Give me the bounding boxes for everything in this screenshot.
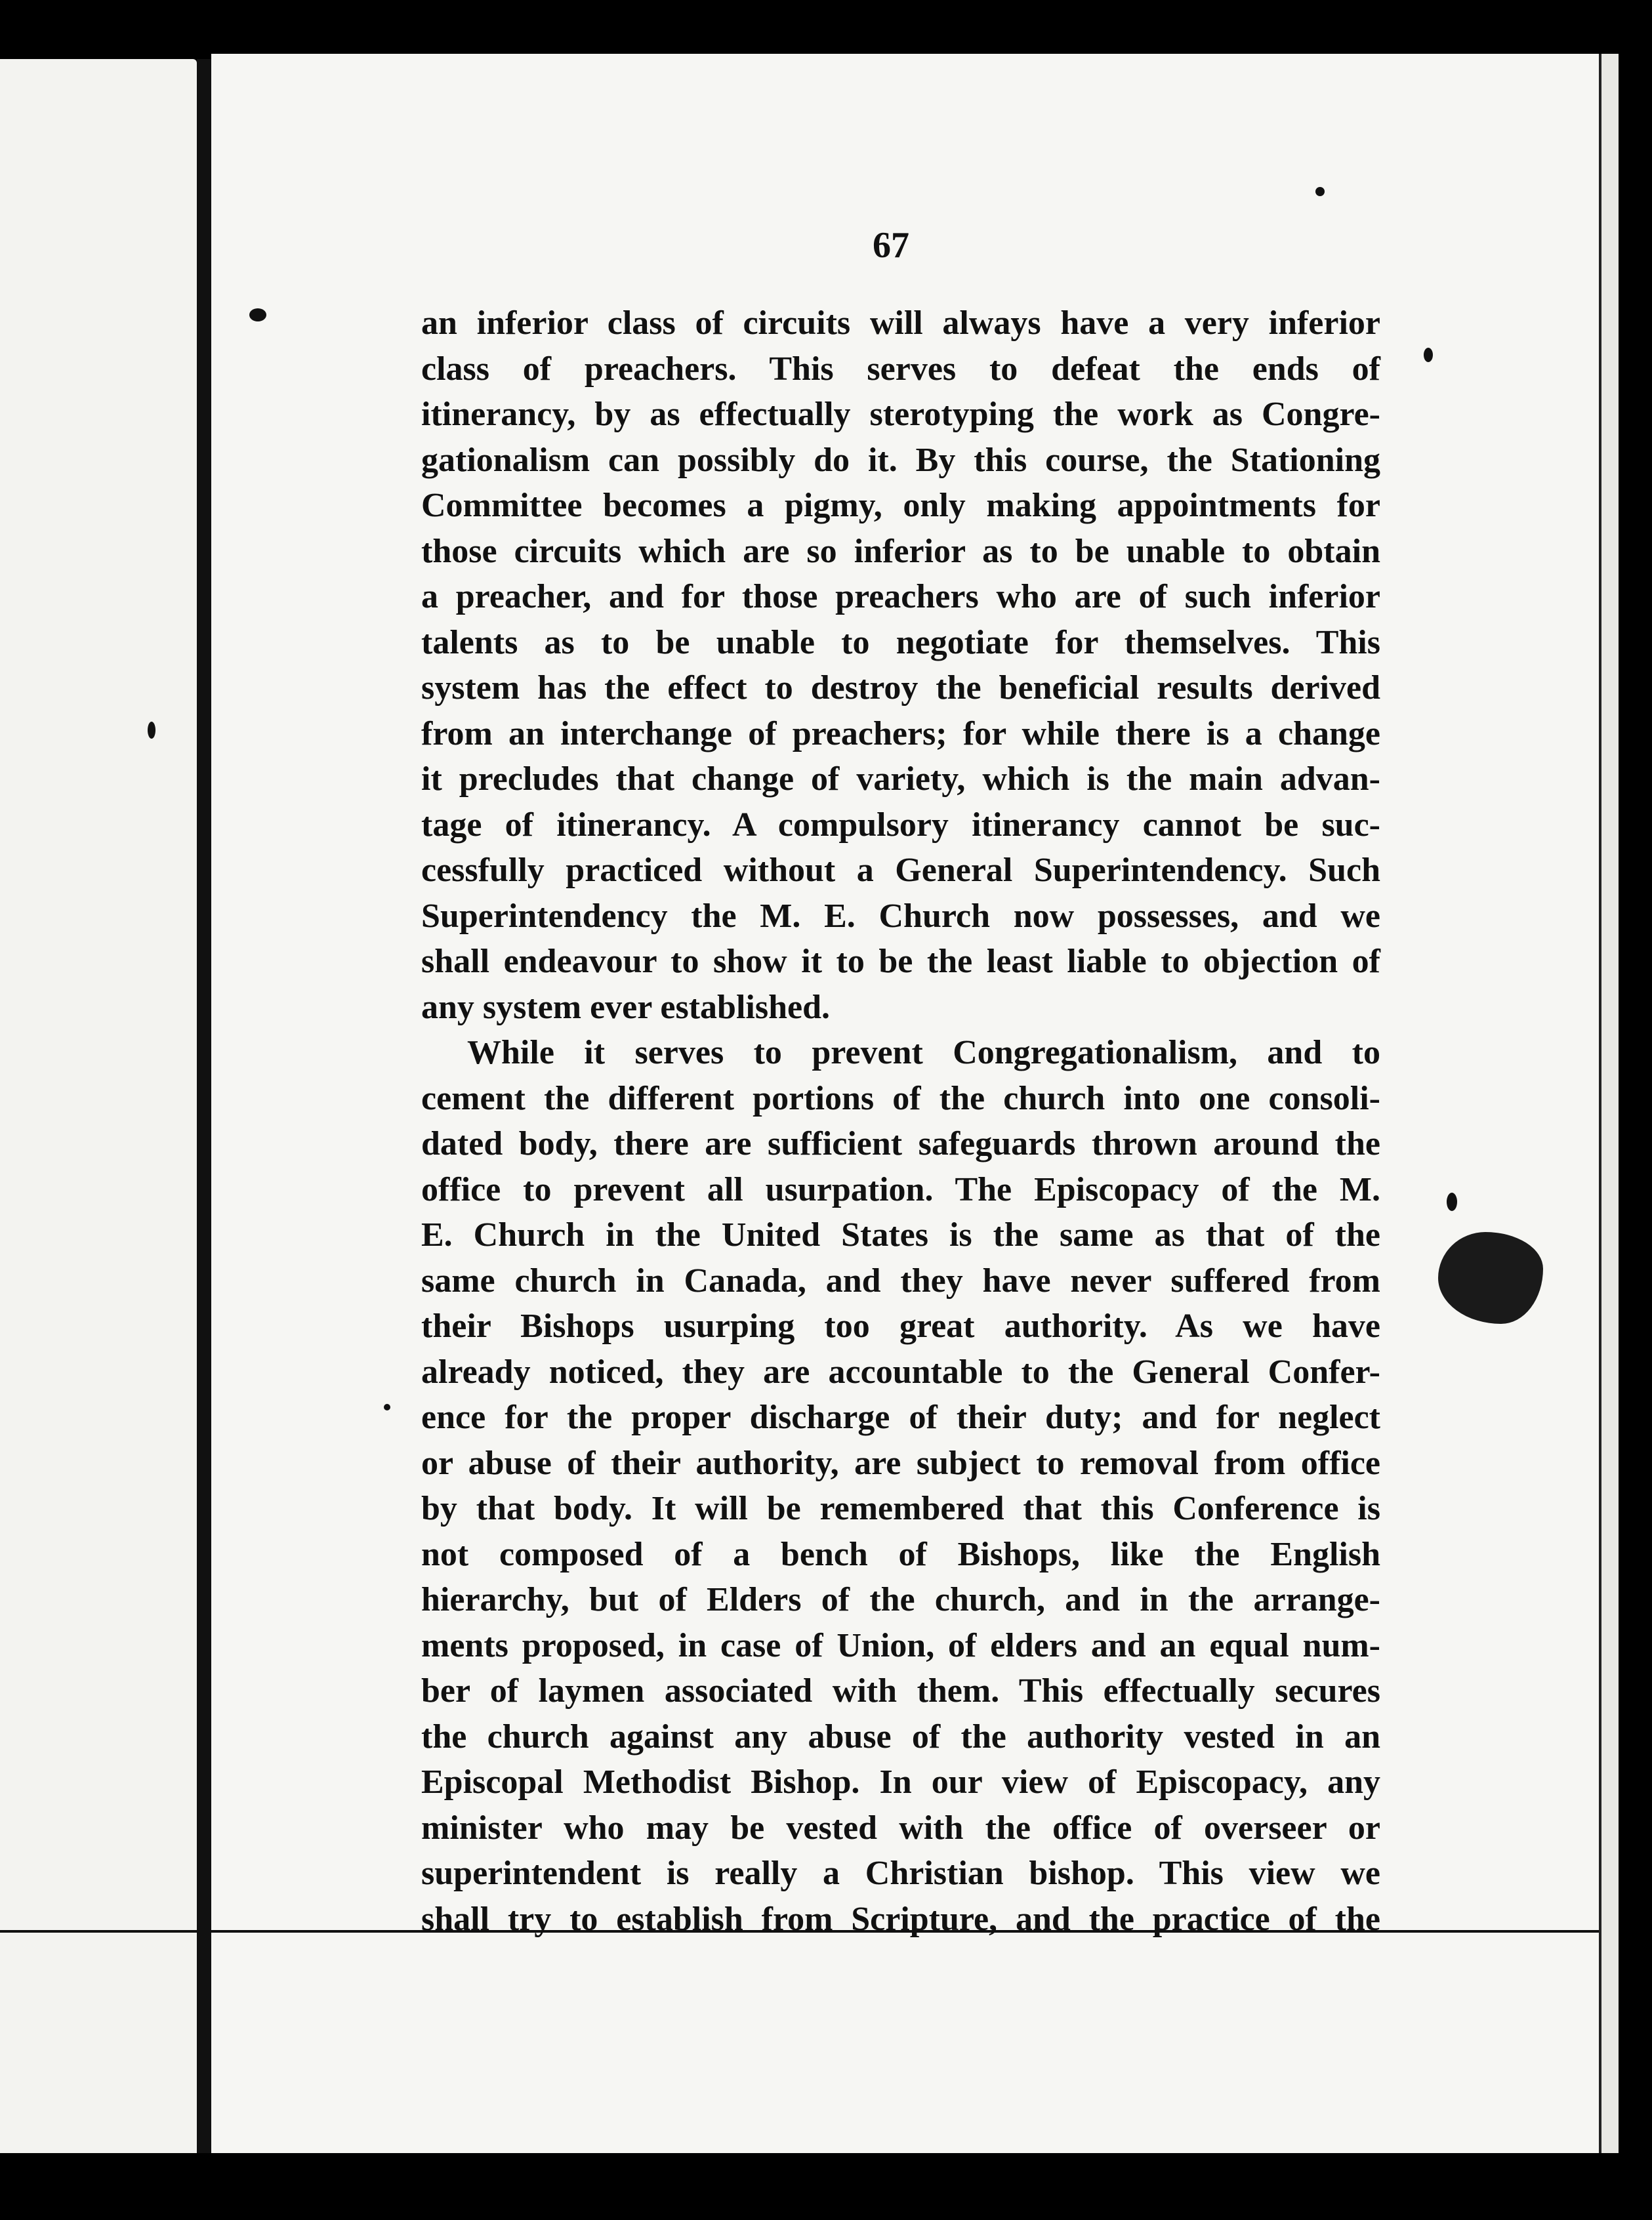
text-line: those circuits which are so inferior as to be unable to obtain (421, 532, 1380, 570)
text-line: by that body. It will be remembered that this Conference is (421, 1490, 1380, 1527)
ink-speck (1424, 348, 1433, 362)
text-line: dated body, there are sufficient safeguards thrown around the (421, 1125, 1380, 1162)
text-line: already noticed, they are accountable to the General Confer- (421, 1353, 1380, 1391)
text-line: gationalism can possibly do it. By this course, the Stationing (421, 441, 1380, 479)
text-line: itinerancy, by as effectually sterotyping the work as Congre- (421, 396, 1380, 433)
text-line: office to prevent all usurpation. The Episcopacy of the M. (421, 1170, 1380, 1208)
right-page-edge (1599, 54, 1621, 2153)
text-line: system has the effect to destroy the beneficial results derived (421, 669, 1380, 707)
text-line: E. Church in the United States is the same as that of the (421, 1216, 1380, 1254)
text-line: shall try to establish from Scripture, and the practice of the (421, 1900, 1380, 1938)
left-page-edge (0, 59, 197, 2155)
text-line: or abuse of their authority, are subject to removal from office (421, 1444, 1380, 1482)
page-gutter (197, 59, 211, 2155)
ink-speck (384, 1404, 390, 1410)
text-line: tage of itinerancy. A compulsory itinerancy cannot be suc- (421, 806, 1380, 844)
body-text (421, 300, 1380, 1942)
text-line: superintendent is really a Christian bishop. This view we (421, 1855, 1380, 1892)
text-line: a preacher, and for those preachers who are of such inferior (421, 578, 1380, 615)
text-line: Committee becomes a pigmy, only making appointments for (421, 487, 1380, 524)
text-line: the church against any abuse of the authority vested in an (421, 1717, 1380, 1756)
text-line: Episcopal Methodist Bishop. In our view of Episcopacy, any (421, 1763, 1380, 1801)
text-line: shall endeavour to show it to be the least liable to objection of (421, 943, 1380, 980)
right-scan-border (1619, 0, 1652, 2220)
text-line: ence for the proper discharge of their duty; and for neglect (421, 1399, 1380, 1436)
text-line: Superintendency the M. E. Church now possesses, and we (421, 897, 1380, 935)
text-line: any system ever established. (421, 988, 831, 1026)
text-line: from an interchange of preachers; for while there is a change (421, 714, 1380, 752)
ink-speck (1447, 1193, 1457, 1211)
ink-speck (1315, 187, 1325, 196)
page-number: 67 (873, 225, 909, 266)
text-line: ments proposed, in case of Union, of elders and an equal num- (421, 1626, 1380, 1664)
text-line: cement the different portions of the church into one consoli- (421, 1079, 1380, 1117)
text-line: hierarchy, but of Elders of the church, and in the arrange- (421, 1581, 1380, 1618)
text-line: same church in Canada, and they have never suffered from (421, 1262, 1380, 1300)
text-line: their Bishops usurping too great authority. As we have (421, 1307, 1380, 1345)
ink-speck (249, 308, 266, 321)
ink-speck (148, 722, 155, 739)
text-line: an inferior class of circuits will always have a very inferior (421, 304, 1380, 342)
text-line: it precludes that change of variety, which is the main advan- (421, 760, 1380, 798)
text-line: class of preachers. This serves to defeat the ends of (421, 350, 1380, 388)
text-line: talents as to be unable to negotiate for themselves. This (421, 623, 1380, 661)
paragraph-start-line: While it serves to prevent Congregationalism, and to (467, 1034, 1380, 1071)
text-line: minister who may be vested with the office of overseer or (421, 1809, 1380, 1847)
text-line: not composed of a bench of Bishops, like the English (421, 1535, 1380, 1573)
bottom-scan-border (0, 2153, 1652, 2220)
text-line: ber of laymen associated with them. This effectually secures (421, 1672, 1380, 1710)
text-line: cessfully practiced without a General Superintendency. Such (421, 852, 1380, 889)
